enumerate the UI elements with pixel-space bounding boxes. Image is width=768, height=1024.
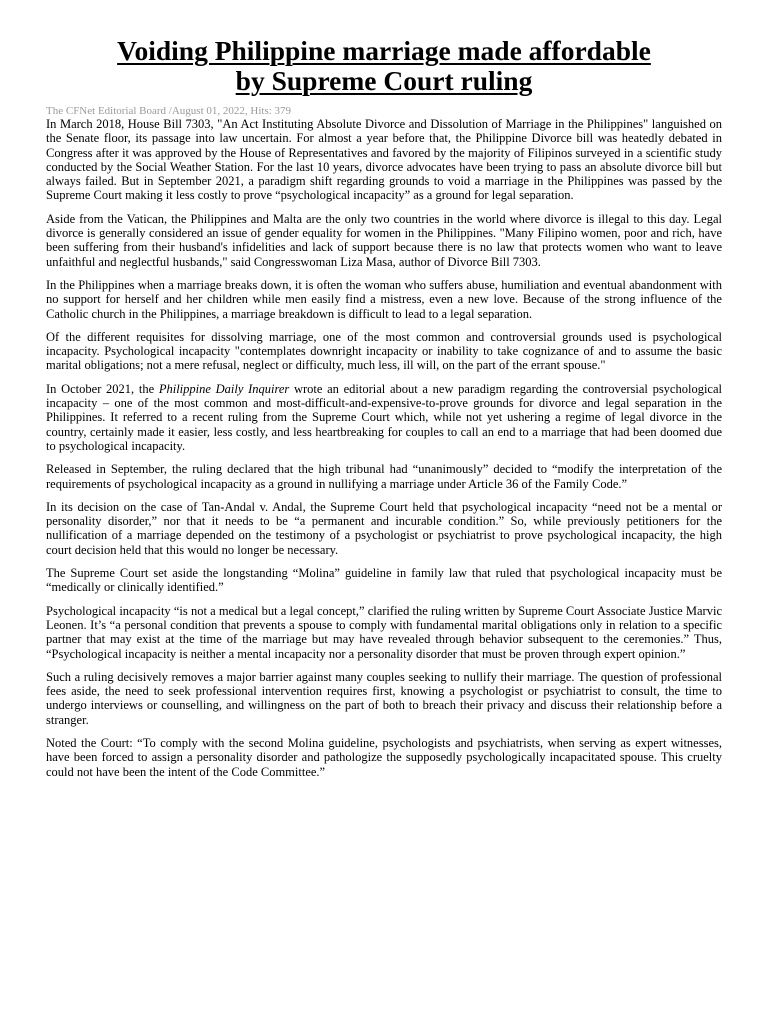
paragraph-5-rest: wrote an editorial about a new paradigm regarding the controversial psychological incapacity – one of the most common and most-difficult-and-expensive-to-prove grounds for divorce and legal separation in the Philippines. It referred to a recent ruling from the Supreme Court which, while not yet ushering a regime of legal divorce in the country, certainly made it easier, less costly, and less heartbreaking for couples to call an end to a marriage that had been doomed due to psychological incapacity.: [46, 381, 722, 453]
paragraph-10: Such a ruling decisively removes a major barrier against many couples seeking to nullify their marriage. The question of professional fees aside, the need to seek professional intervention requires first, knowing a psychologist or psychiatrist to consult, the time to undergo interviews or counselling, and willingness on the part of both to breach their privacy and discuss their relationship before a stranger.: [46, 669, 722, 727]
paragraph-9: Psychological incapacity “is not a medical but a legal concept,” clarified the ruling written by Supreme Court Associate Justice Marvic Leonen. It’s “a personal condition that prevents a spouse to comply with fundamental marital obligations only in relation to a specific partner that may exist at the time of the marriage but may have revealed through behavior subsequent to the ceremonies.” Thus, “Psychological incapacity is neither a mental incapacity nor a personality disorder that must be proven through expert opinion.”: [46, 603, 722, 661]
paragraph-5: [46, 382, 722, 453]
paragraph-1: In March 2018, House Bill 7303, "An Act Instituting Absolute Divorce and Dissolution of Marriage in the Philippines" languished on the Senate floor, its passage into law uncertain. For almost a year before that, the Philippine Divorce bill was heatedly debated in Congress after it was approved by the House of Representatives and favored by the majority of Filipinos surveyed in a scientific study conducted by the Social Weather Station. For the last 10 years, divorce advocates have been trying to pass an absolute divorce bill but always failed. But in September 2021, a paradigm shift regarding grounds to void a marriage in the Philippines was passed by the Supreme Court making it less costly to prove “psychological incapacity” as a ground for legal separation.: [46, 117, 722, 203]
article-byline: The CFNet Editorial Board /August 01, 2022, Hits: 379: [46, 105, 292, 117]
article-title-line-1: Voiding Philippine marriage made affordable: [117, 35, 651, 66]
paragraph-8: The Supreme Court set aside the longstanding “Molina” guideline in family law that ruled that psychological incapacity must be “medically or clinically identified.”: [46, 566, 722, 595]
paragraph-3: In the Philippines when a marriage breaks down, it is often the woman who suffers abuse, humiliation and eventual abandonment with no support for herself and her children while men easily find a mistress, even a new love. Because of the strong influence of the Catholic church in the Philippines, a marriage breakdown is difficult to lead to a legal separation.: [46, 277, 722, 321]
article-title-line-2: by Supreme Court ruling: [235, 65, 533, 96]
article-title: [46, 36, 722, 96]
paragraph-7: In its decision on the case of Tan-Andal v. Andal, the Supreme Court held that psychological incapacity “need not be a mental or personality disorder,” nor that it needs to be “a permanent and incurable condition.” So, while previously petitioners for the nullification of a marriage depended on the testimony of a psychologist or psychiatrist to prove psychological incapacity, the high court decision held that this would no longer be necessary.: [46, 499, 722, 557]
paragraph-4: Of the different requisites for dissolving marriage, one of the most common and controversial grounds used is psychological incapacity. Psychological incapacity "contemplates downright incapacity or inability to take cognizance of and to assume the basic marital obligations; not a mere refusal, neglect or difficulty, much less, ill will, on the part of the errant spouse.": [46, 329, 722, 373]
paragraph-2: Aside from the Vatican, the Philippines and Malta are the only two countries in the world where divorce is illegal to this day. Legal divorce is generally considered an issue of gender equality for women in the Philippines. "Many Filipino women, poor and rich, have been suffering from their husband's infidelities and lack of support because there is no law that protects women who want to leave unfaithful and neglectful husbands," said Congresswoman Liza Masa, author of Divorce Bill 7303.: [46, 211, 722, 269]
paragraph-5-lead: In October 2021, the: [46, 381, 159, 396]
paragraph-11: Noted the Court: “To comply with the second Molina guideline, psychologists and psychiatrists, when serving as expert witnesses, have been forced to assign a personality disorder and pathologize the supposedly psychologically incapacitated spouse. This cruelty could not have been the intent of the Code Committee.”: [46, 735, 722, 779]
paragraph-6: Released in September, the ruling declared that the high tribunal had “unanimously” decided to “modify the interpretation of the requirements of psychological incapacity as a ground in nullifying a marriage under Article 36 of the Family Code.”: [46, 462, 722, 491]
article-body: [46, 117, 722, 779]
newspaper-name: Philippine Daily Inquirer: [158, 381, 290, 396]
